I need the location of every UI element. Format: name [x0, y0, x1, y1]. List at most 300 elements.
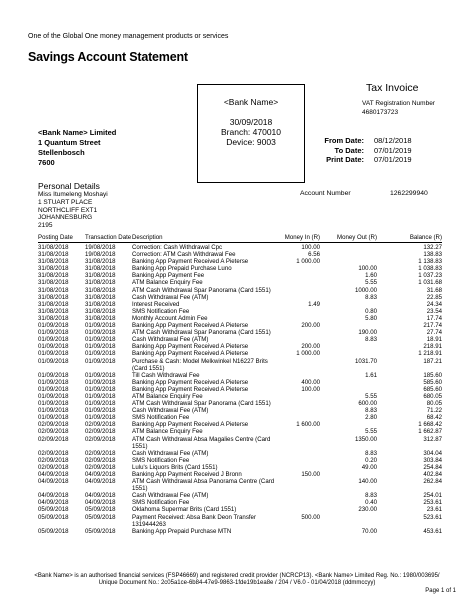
posting-date-cell: 05/09/2018 [38, 506, 69, 514]
posting-date-cell: 31/08/2018 [38, 300, 69, 308]
posting-date-cell: 02/09/2018 [38, 435, 69, 443]
tagline: One of the Global One money management products or services [28, 33, 229, 40]
description-cell: SMS Notification Fee [132, 456, 190, 464]
posting-date-cell: 31/08/2018 [38, 265, 69, 273]
header-balance: Balance (R) [409, 234, 442, 241]
header-money-out: Money Out (R) [337, 234, 377, 241]
posting-date-cell: 31/08/2018 [38, 286, 69, 294]
balance-cell: 71.22 [426, 407, 442, 415]
table-body [38, 244, 442, 535]
description-cell: Lulu's Liquors Brits (Card 1551) [132, 463, 218, 471]
money-in-cell: 1.49 [308, 300, 320, 308]
money-out-cell: 70.00 [361, 527, 377, 535]
balance-cell: 254.01 [423, 492, 442, 500]
transaction-date-cell: 01/09/2018 [85, 322, 116, 330]
description-cell: Banking App Payment Received A Pieterse [132, 350, 249, 358]
transaction-date-cell: 01/09/2018 [85, 407, 116, 415]
transaction-date-cell: 31/08/2018 [85, 258, 116, 266]
posting-date-cell: 02/09/2018 [38, 428, 69, 436]
description-cell: Banking App Payment Received J Bronn [132, 471, 242, 478]
money-in-cell: 200.00 [301, 343, 320, 351]
address-line: NORTHCLIFF EXT1 [38, 206, 98, 214]
description-cell: Correction: Cash Withdrawal Cpc [132, 244, 223, 251]
address-line: JOHANNESBURG [38, 214, 93, 222]
description-cell: Cash Withdrawal Fee (ATM) [132, 407, 209, 415]
description-cell: SMS Notification Fee [132, 307, 190, 315]
from-date-row [314, 136, 412, 146]
transaction-date-cell: 19/08/2018 [85, 244, 116, 251]
posting-date-cell: 01/09/2018 [38, 343, 69, 351]
table-row [38, 308, 442, 315]
balance-cell: 1 037.23 [418, 272, 442, 280]
bank-address-line: 7600 [38, 158, 55, 167]
table-row [38, 322, 442, 329]
description-cell: ATM Cash Withdrawal Spar Panorama (Card 1551) [132, 329, 271, 337]
from-date-value: 08/12/2018 [374, 136, 412, 145]
transaction-date-cell: 02/09/2018 [85, 421, 116, 429]
posting-date-cell: 01/09/2018 [38, 322, 69, 330]
money-out-cell: 1000.00 [354, 286, 377, 294]
money-in-cell [282, 492, 320, 499]
print-date-row [314, 155, 412, 165]
statement-date-block [198, 117, 304, 147]
money-in-cell: 200.00 [301, 322, 320, 330]
description-cell: SMS Notification Fee [132, 499, 190, 507]
description-cell: Banking App Payment Fee [132, 272, 205, 280]
money-in-cell [282, 372, 320, 379]
transaction-date-cell: 01/09/2018 [85, 400, 116, 408]
table-row [38, 329, 442, 336]
to-date-label: To Date: [334, 145, 364, 155]
table-row [38, 251, 442, 258]
money-in-cell [282, 450, 320, 457]
money-in-cell [282, 315, 320, 322]
page-number: Page 1 of 1 [425, 588, 456, 594]
money-out-cell: 230.00 [358, 506, 377, 514]
posting-date-cell: 04/09/2018 [38, 492, 69, 500]
money-out-cell: 140.00 [358, 478, 377, 486]
description-cell: ATM Cash Withdrawal Spar Panorama (Card 1551) [132, 286, 271, 294]
table-row [38, 258, 442, 265]
balance-cell: 402.84 [423, 471, 442, 478]
posting-date-cell: 31/08/2018 [38, 307, 69, 315]
description-cell: Cash Withdrawal Fee (ATM) [132, 293, 209, 301]
money-in-cell [282, 279, 320, 286]
money-out-cell: 8.83 [365, 492, 377, 500]
balance-cell: 262.84 [423, 478, 442, 486]
table-row [38, 272, 442, 279]
balance-cell: 22.85 [426, 293, 442, 301]
transaction-date-cell: 01/09/2018 [85, 385, 116, 393]
postal-code: 2195 [38, 222, 53, 230]
description-cell: Cash Withdrawal Fee (ATM) [132, 449, 209, 457]
balance-cell: 187.21 [423, 357, 442, 365]
table-row [38, 287, 442, 294]
transaction-date-cell: 01/09/2018 [85, 329, 116, 337]
money-in-cell [282, 506, 320, 513]
money-out-cell: 0.80 [365, 307, 377, 315]
description-cell: Monthly Account Admin Fee [132, 314, 208, 322]
money-out-cell: 1.60 [365, 272, 377, 280]
footer-line: <Bank Name> is an authorised financial services (FSP46669) and registered credit provider (NCRCP13). <Bank Name> Limited Reg. No.: 1980/003695/ [34, 573, 440, 579]
print-date-value: 07/01/2019 [374, 155, 412, 164]
table-row [38, 343, 442, 350]
money-in-cell: 6.56 [308, 251, 320, 259]
table-row [38, 358, 442, 372]
posting-date-cell: 02/09/2018 [38, 421, 69, 429]
money-out-cell: 0.40 [365, 499, 377, 507]
transaction-date-cell: 04/09/2018 [85, 471, 116, 478]
balance-cell: 217.74 [423, 322, 442, 330]
transaction-date-cell: 31/08/2018 [85, 300, 116, 308]
transaction-date-cell: 05/09/2018 [85, 527, 116, 535]
to-date-value: 07/01/2019 [374, 145, 412, 155]
table-row [38, 350, 442, 357]
branch: Branch: 470010 [220, 127, 282, 137]
money-in-cell [282, 336, 320, 343]
posting-date-cell: 31/08/2018 [38, 314, 69, 322]
money-in-cell [282, 272, 320, 279]
posting-date-cell: 31/08/2018 [38, 272, 69, 280]
posting-date-cell: 02/09/2018 [38, 449, 69, 457]
posting-date-cell: 04/09/2018 [38, 499, 69, 507]
balance-cell: 18.91 [426, 336, 442, 344]
money-in-cell [282, 358, 320, 372]
bank-address [38, 128, 116, 168]
table-row [38, 336, 442, 343]
vat-label: VAT Registration Number [362, 100, 435, 107]
money-in-cell: 100.00 [301, 385, 320, 393]
bank-address-line: Stellenbosch [38, 148, 85, 157]
money-in-cell: 1 000.00 [296, 258, 320, 266]
posting-date-cell: 01/09/2018 [38, 392, 69, 400]
footer [20, 573, 454, 588]
transaction-date-cell: 31/08/2018 [85, 307, 116, 315]
account-number-label: Account Number [300, 190, 351, 197]
header-description: Description [132, 234, 163, 241]
money-in-cell: 400.00 [301, 378, 320, 386]
money-out-cell: 190.00 [358, 329, 377, 337]
table-row [38, 400, 442, 407]
personal-details [38, 191, 108, 230]
description-cell: Payment Received: Absa Bank Deon Transfer 1319444263 [132, 513, 256, 528]
money-out-cell [320, 386, 377, 393]
transaction-date-cell: 01/09/2018 [85, 392, 116, 400]
transaction-date-cell: 02/09/2018 [85, 449, 116, 457]
money-in-cell: 1 600.00 [296, 421, 320, 429]
bank-address-line: <Bank Name> Limited [38, 128, 117, 137]
posting-date-cell: 31/08/2018 [38, 244, 69, 251]
table-row [38, 528, 442, 535]
transactions-table [38, 234, 442, 535]
balance-cell: 68.42 [426, 414, 442, 422]
transaction-date-cell: 31/08/2018 [85, 293, 116, 301]
money-out-cell [320, 350, 377, 357]
table-row [38, 428, 442, 435]
posting-date-cell: 02/09/2018 [38, 463, 69, 471]
posting-date-cell: 31/08/2018 [38, 293, 69, 301]
money-out-cell: 5.55 [365, 392, 377, 400]
table-row [38, 386, 442, 393]
posting-date-cell: 01/09/2018 [38, 350, 69, 358]
table-row [38, 471, 442, 478]
description-cell: Banking App Prepaid Purchase Luno [132, 265, 232, 273]
money-in-cell: 500.00 [301, 513, 320, 521]
transaction-date-cell: 04/09/2018 [85, 492, 116, 500]
posting-date-cell: 01/09/2018 [38, 336, 69, 344]
money-in-cell [282, 464, 320, 471]
transaction-date-cell: 01/09/2018 [85, 414, 116, 422]
transaction-date-cell: 01/09/2018 [85, 343, 116, 351]
to-date-row [314, 146, 412, 156]
balance-cell: 1 662.87 [418, 428, 442, 436]
money-in-cell [282, 329, 320, 336]
description-cell: Interest Received [132, 300, 180, 308]
money-in-cell [282, 478, 320, 492]
personal-details-heading: Personal Details [38, 181, 100, 191]
table-row [38, 407, 442, 414]
description-cell: ATM Balance Enquiry Fee [132, 428, 203, 436]
balance-cell: 132.27 [423, 244, 442, 251]
description-cell: Banking App Payment Received A Pieterse [132, 322, 249, 330]
transaction-date-cell: 02/09/2018 [85, 463, 116, 471]
description-cell: Banking App Payment Received A Pieterse [132, 258, 249, 266]
vat-block [362, 99, 435, 117]
balance-cell: 24.34 [426, 300, 442, 308]
money-out-cell: 5.55 [365, 279, 377, 287]
from-date-label: From Date: [324, 136, 364, 145]
money-out-cell [320, 343, 377, 350]
table-row [38, 315, 442, 322]
balance-cell: 23.54 [426, 307, 442, 315]
money-in-cell [282, 414, 320, 421]
balance-cell: 453.61 [423, 527, 442, 535]
posting-date-cell: 04/09/2018 [38, 478, 69, 486]
money-out-cell: 5.55 [365, 428, 377, 436]
money-in-cell [282, 457, 320, 464]
money-in-cell: 100.00 [301, 244, 320, 251]
transaction-date-cell: 01/09/2018 [85, 336, 116, 344]
table-row [38, 294, 442, 301]
posting-date-cell: 02/09/2018 [38, 456, 69, 464]
posting-date-cell: 01/09/2018 [38, 385, 69, 393]
description-cell: Banking App Prepaid Purchase MTN [132, 527, 232, 535]
balance-cell: 27.74 [426, 329, 442, 337]
transaction-date-cell: 04/09/2018 [85, 478, 116, 486]
balance-cell: 31.68 [426, 286, 442, 294]
table-row [38, 372, 442, 379]
balance-cell: 1 031.68 [418, 279, 442, 287]
money-in-cell [282, 400, 320, 407]
money-in-cell [282, 308, 320, 315]
table-row [38, 492, 442, 499]
header-posting-date: Posting Date [38, 234, 73, 241]
balance-cell: 680.05 [423, 392, 442, 400]
description-cell: Purchase & Cash: Model Melkwinkel N16227 Brits (Card 1551) [132, 357, 268, 372]
money-in-cell [282, 528, 320, 535]
money-in-cell [282, 294, 320, 301]
balance-cell: 1 668.42 [418, 421, 442, 429]
description-cell: SMS Notification Fee [132, 414, 190, 422]
description-cell: Banking App Payment Received A Pieterse [132, 385, 249, 393]
customer-name: Miss Itumeleng Moshayi [38, 191, 108, 198]
posting-date-cell: 01/09/2018 [38, 357, 69, 365]
balance-cell: 138.83 [423, 251, 442, 259]
table-row [38, 301, 442, 308]
money-out-cell: 8.83 [365, 407, 377, 415]
balance-cell: 23.61 [426, 506, 442, 514]
description-cell: Banking App Payment Received A Pieterse [132, 343, 249, 351]
table-row [38, 279, 442, 286]
table-header [38, 234, 442, 243]
balance-cell: 585.60 [423, 378, 442, 386]
description-cell: Banking App Payment Received A Pieterse [132, 378, 249, 386]
transaction-date-cell: 04/09/2018 [85, 499, 116, 507]
transaction-date-cell: 31/08/2018 [85, 314, 116, 322]
header-money-in: Money In (R) [284, 234, 320, 241]
balance-cell: 17.74 [426, 314, 442, 322]
money-out-cell: 2.80 [365, 414, 377, 422]
description-cell: ATM Balance Enquiry Fee [132, 279, 203, 287]
money-in-cell [282, 428, 320, 435]
footer-line: Unique Document No.: 2c05a1ce-6b84-47e9-9863-1fde19b1ea8e / 204 / V6.0 - 01/04/2018 (ddmmccyy) [98, 580, 376, 587]
table-row [38, 514, 442, 528]
transaction-date-cell: 02/09/2018 [85, 435, 116, 443]
address-line: 1 STUART PLACE [38, 198, 93, 206]
balance-cell: 80.05 [426, 400, 442, 408]
table-row [38, 506, 442, 513]
description-cell: Till Cash Withdrawal Fee [132, 371, 200, 379]
description-cell: Cash Withdrawal Fee (ATM) [132, 336, 209, 344]
money-in-cell [282, 265, 320, 272]
table-row [38, 499, 442, 506]
posting-date-cell: 05/09/2018 [38, 527, 69, 535]
table-row [38, 450, 442, 457]
account-number: 1262299940 [390, 190, 428, 197]
posting-date-cell: 05/09/2018 [38, 513, 69, 521]
posting-date-cell: 01/09/2018 [38, 378, 69, 386]
money-in-cell [282, 287, 320, 294]
vat-number: 4680173723 [362, 109, 399, 116]
money-in-cell: 1 000.00 [296, 350, 320, 358]
tax-invoice-title: Tax Invoice [366, 82, 419, 94]
description-cell: ATM Balance Enquiry Fee [132, 392, 203, 400]
transaction-date-cell: 02/09/2018 [85, 456, 116, 464]
money-out-cell: 600.00 [358, 400, 377, 408]
posting-date-cell: 01/09/2018 [38, 400, 69, 408]
description-cell: ATM Cash Withdrawal Spar Panorama (Card 1551) [132, 400, 271, 408]
money-in-cell [282, 436, 320, 450]
description-cell: ATM Cash Withdrawal Absa Panorama Centre (Card 1551) [132, 478, 275, 493]
posting-date-cell: 31/08/2018 [38, 258, 69, 266]
description-cell: Correction: ATM Cash Withdrawal Fee [132, 251, 236, 259]
bank-info-box [197, 84, 305, 183]
statement-title: Savings Account Statement [28, 50, 188, 64]
money-out-cell [320, 471, 377, 478]
table-row [38, 393, 442, 400]
money-out-cell: 1.61 [365, 371, 377, 379]
posting-date-cell: 01/09/2018 [38, 407, 69, 415]
transaction-date-cell: 31/08/2018 [85, 286, 116, 294]
money-out-cell: 0.20 [365, 456, 377, 464]
table-row [38, 379, 442, 386]
balance-cell: 1 218.91 [418, 350, 442, 358]
money-out-cell [320, 421, 377, 428]
table-row [38, 244, 442, 251]
money-out-cell [320, 251, 377, 258]
posting-date-cell: 01/09/2018 [38, 371, 69, 379]
table-row [38, 421, 442, 428]
balance-cell: 685.60 [423, 385, 442, 393]
transaction-date-cell: 05/09/2018 [85, 513, 116, 521]
balance-cell: 218.91 [423, 343, 442, 351]
posting-date-cell: 04/09/2018 [38, 471, 69, 478]
money-out-cell: 1350.00 [354, 435, 377, 443]
money-out-cell: 8.83 [365, 449, 377, 457]
balance-cell: 1 038.83 [418, 265, 442, 273]
device: Device: 9003 [226, 137, 276, 147]
money-out-cell [320, 301, 377, 308]
posting-date-cell: 31/08/2018 [38, 279, 69, 287]
money-out-cell: 1031.70 [354, 357, 377, 365]
bank-address-line: 1 Quantum Street [38, 138, 101, 147]
balance-cell: 253.61 [423, 499, 442, 507]
statement-dates [314, 136, 412, 165]
balance-cell: 1 138.83 [418, 258, 442, 266]
print-date-label: Print Date: [326, 155, 364, 164]
table-row [38, 464, 442, 471]
money-out-cell [320, 258, 377, 265]
table-row [38, 414, 442, 421]
transaction-date-cell: 19/08/2018 [85, 251, 116, 259]
posting-date-cell: 01/09/2018 [38, 414, 69, 422]
transaction-date-cell: 31/08/2018 [85, 272, 116, 280]
posting-date-cell: 31/08/2018 [38, 251, 69, 259]
transaction-date-cell: 02/09/2018 [85, 428, 116, 436]
table-row [38, 436, 442, 450]
description-cell: Banking App Payment Received A Pieterse [132, 421, 249, 429]
money-out-cell [320, 244, 377, 251]
money-out-cell: 8.83 [365, 293, 377, 301]
money-out-cell: 5.80 [365, 314, 377, 322]
balance-cell: 523.61 [423, 513, 442, 521]
money-out-cell [320, 322, 377, 329]
balance-cell: 254.84 [423, 463, 442, 471]
table-row [38, 478, 442, 492]
table-row [38, 265, 442, 272]
description-cell: Oklahoma Supermar Brits (Card 1551) [132, 506, 237, 514]
posting-date-cell: 01/09/2018 [38, 329, 69, 337]
money-out-cell: 49.00 [361, 463, 377, 471]
account-number-block [300, 190, 428, 197]
transaction-date-cell: 01/09/2018 [85, 378, 116, 386]
header-transaction-date: Transaction Date [85, 234, 132, 241]
money-out-cell [320, 514, 377, 528]
money-out-cell: 100.00 [358, 265, 377, 273]
balance-cell: 185.60 [423, 371, 442, 379]
transaction-date-cell: 01/09/2018 [85, 371, 116, 379]
money-in-cell [282, 393, 320, 400]
transaction-date-cell: 31/08/2018 [85, 279, 116, 287]
balance-cell: 304.04 [423, 449, 442, 457]
money-in-cell: 150.00 [301, 471, 320, 478]
money-out-cell: 8.83 [365, 336, 377, 344]
table-row [38, 457, 442, 464]
balance-cell: 303.84 [423, 456, 442, 464]
balance-cell: 312.87 [423, 435, 442, 443]
description-cell: Cash Withdrawal Fee (ATM) [132, 492, 209, 500]
transaction-date-cell: 05/09/2018 [85, 506, 116, 514]
